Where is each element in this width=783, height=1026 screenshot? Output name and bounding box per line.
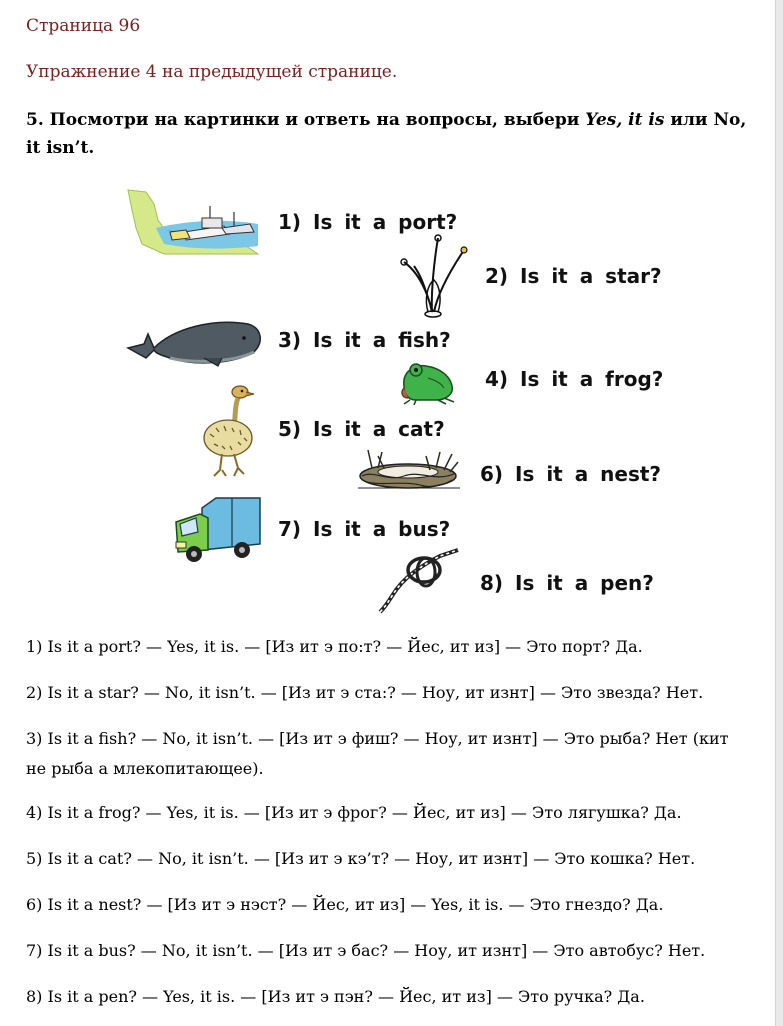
task-prefix: 5. Посмотри на картинки и ответь на вопросы, выбери	[26, 110, 586, 130]
answer-3: 3) Is it a fish? — No, it isn’t. — [Из ит э фиш? — Ноу, ит изнт] — Это рыба? Нет (кит не рыба а млекопитающее).	[26, 729, 729, 778]
answer-7: 7) Is it a bus? — No, it isn’t. — [Из ит э бас? — Ноу, ит изнт] — Это автобус? Нет.	[26, 941, 706, 960]
ostrich-icon	[200, 384, 266, 478]
task-middle: или No, it isn’t.	[26, 110, 747, 158]
question-3: 3) Is it a fish?	[278, 328, 451, 352]
answer-1: 1) Is it a port? — Yes, it is. — [Из ит э по:т? — Йес, ит из] — Это порт? Да.	[26, 637, 643, 656]
question-5: 5) Is it a cat?	[278, 417, 445, 441]
task-yes-answer: Yes, it is	[585, 110, 665, 130]
page-title: Страница 96	[26, 16, 141, 36]
port-icon	[126, 188, 260, 256]
page-subtitle: Упражнение 4 на предыдущей странице.	[26, 62, 398, 82]
question-6: 6) Is it a nest?	[480, 462, 662, 486]
question-7: 7) Is it a bus?	[278, 517, 451, 541]
answer-4: 4) Is it a frog? — Yes, it is. — [Из ит э фрог? — Йес, ит из] — Это лягушка? Да.	[26, 803, 682, 822]
answer-2: 2) Is it a star? — No, it isn’t. — [Из ит э ста:? — Ноу, ит изнт] — Это звезда? Нет.	[26, 683, 704, 702]
question-2: 2) Is it a star?	[485, 264, 662, 288]
question-8: 8) Is it a pen?	[480, 571, 654, 595]
answer-6: 6) Is it a nest? — [Из ит э нэст? — Йес, ит из] — Yes, it is. — Это гнездо? Да.	[26, 895, 664, 914]
question-1: 1) Is it a port?	[278, 210, 458, 234]
answer-5: 5) Is it a cat? — No, it isn’t. — [Из ит э кэ’т? — Ноу, ит изнт] — Это кошка? Нет.	[26, 849, 696, 868]
knot-rope-icon	[376, 548, 466, 614]
exercise-illustration	[120, 180, 680, 620]
task-instruction	[26, 106, 756, 162]
page-right-border	[775, 0, 783, 1026]
whale-icon	[124, 314, 264, 368]
frog-icon	[396, 358, 460, 406]
nest-icon	[354, 446, 464, 492]
bus-icon	[172, 494, 264, 564]
answer-8: 8) Is it a pen? — Yes, it is. — [Из ит э пэн? — Йес, ит из] — Это ручка? Да.	[26, 987, 645, 1006]
star-fountain-icon	[398, 232, 470, 320]
question-4: 4) Is it a frog?	[485, 367, 664, 391]
